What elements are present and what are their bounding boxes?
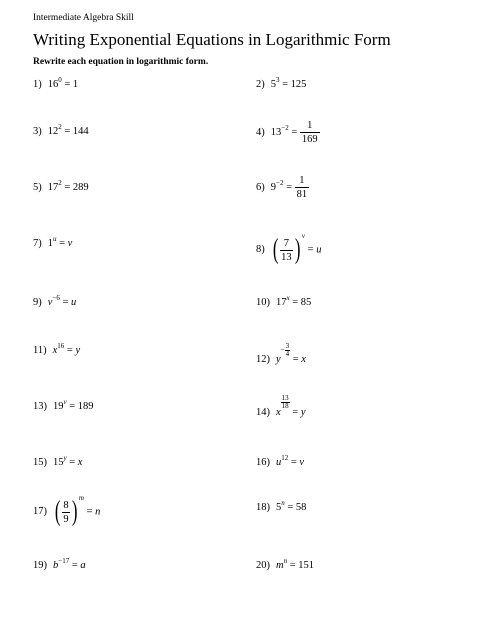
problem-16: 16) $u^{12} = v$ (256, 454, 305, 468)
problem-10: 10) 17$^x$ = 85 (256, 294, 312, 308)
header-label: Intermediate Algebra Skill (33, 13, 134, 23)
problem-3: 3) $12^2 = 144$ (33, 123, 89, 137)
problem-8: 8) ( 7 13 ) $^v$ = u (256, 232, 322, 265)
problem-14: 14) x $\frac{13}{18}$ = y (256, 394, 306, 418)
problem-2: 2) $5^3 = 125$ (256, 76, 307, 90)
problem-9: 9) $v^{-6} = u$ (33, 294, 77, 308)
problem-17: 17) ( 8 9 ) $^m$ = n (33, 494, 101, 527)
problem-6: 6) $9^{-2}$ = $\frac{1}{81}$ (256, 175, 308, 200)
instructions: Rewrite each equation in logarithmic form. (33, 57, 209, 67)
problem-5: 5) $17^2 = 289$ (33, 179, 89, 193)
page-title: Writing Exponential Equations in Logarithmic Form (33, 30, 391, 49)
problem-11: 11) $x^{16} = y$ (33, 342, 81, 356)
problem-20: 20) $m^n = 151$ (256, 557, 315, 571)
problem-1: 1) $16^0 = 1$ (33, 76, 79, 90)
problem-12: 12) $y^{- \frac{3}{4}}$ = x (256, 342, 306, 366)
problem-4: 4) $13^{-2}$ = $\frac{1}{169}$ (256, 120, 318, 145)
problem-7: 7) 1$^u$ = v (33, 235, 73, 249)
problem-18: 18) 5$^n$ = 58 (256, 499, 307, 513)
problem-13: 13) 19$^v$ = 189 (33, 398, 94, 412)
problem-15: 15) 15$^y$ = x (33, 454, 83, 468)
problem-19: 19) $b^{-17} = a$ (33, 557, 86, 571)
